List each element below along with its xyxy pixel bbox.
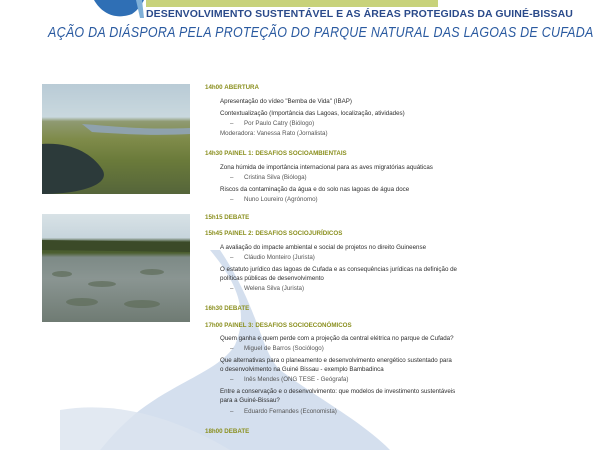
- program-item-cont: para a Guiné-Bissau?: [220, 397, 280, 404]
- program-item: Riscos da contaminação da água e do solo nas lagoas de água doce: [220, 186, 410, 193]
- session-time: 14h30: [205, 150, 223, 157]
- program-item-cont: políticas públicas de desenvolvimento: [220, 275, 324, 282]
- session-heading: ABERTURA: [224, 84, 259, 91]
- program-item: Entre a conservação e o desenvolvimento: que modelos de investimento sustentáveis: [220, 388, 456, 395]
- session-time: 16h30: [205, 305, 223, 312]
- speaker: – Nuno Loureiro (Agrónomo): [230, 196, 318, 203]
- program-item: O estatuto jurídico das lagoas de Cufada e as consequências jurídicas na definição de: [220, 266, 457, 273]
- lagoon-shore-photo: [42, 214, 190, 322]
- session-heading: DEBATE: [224, 428, 250, 435]
- session-time: 15h15: [205, 214, 223, 221]
- program-item: A avaliação do impacte ambiental e social de projetos no direito Guineense: [220, 244, 427, 251]
- program-item: Zona húmida de importância internacional para as aves migratórias aquáticas: [220, 164, 433, 171]
- speaker: – Por Paulo Catry (Biólogo): [230, 120, 315, 127]
- speaker: – Inês Mendes (ONG TESE - Geógrafa): [230, 376, 349, 383]
- session-opening: [205, 84, 259, 91]
- event-title: AÇÃO DA DIÁSPORA PELA PROTEÇÃO DO PARQUE NATURAL DAS LAGOAS DE CUFADA: [48, 25, 594, 41]
- program-item: Quem ganha e quem perde com a projeção da central elétrica no parque de Cufada?: [220, 335, 454, 342]
- session-debate-1: [205, 214, 249, 221]
- program-item: Apresentação do vídeo "Bemba de Vida" (IBAP): [220, 98, 352, 105]
- session-heading: DEBATE: [224, 305, 250, 312]
- program-item-cont: o desenvolvimento na Guiné Bissau - exemplo Bambadinca: [220, 366, 384, 373]
- session-time: 18h00: [205, 428, 223, 435]
- session-time: 17h00: [205, 322, 223, 329]
- session-heading: PAINEL 1: DESAFIOS SOCIOAMBIENTAIS: [224, 150, 347, 157]
- event-subtitle: DESENVOLVIMENTO SUSTENTÁVEL E AS ÁREAS PROTEGIDAS DA GUINÉ-BISSAU: [146, 8, 573, 20]
- speaker: – Miguel de Barros (Sociólogo): [230, 345, 324, 352]
- session-heading: DEBATE: [224, 214, 250, 221]
- speaker: – Cláudio Monteiro (Jurista): [230, 254, 315, 261]
- session-heading: PAINEL 3: DESAFIOS SOCIOECONÓMICOS: [224, 322, 352, 329]
- session-time: 15h45: [205, 230, 223, 237]
- lagoon-aerial-illustration: [42, 84, 190, 194]
- session-panel-3: [205, 322, 352, 329]
- speaker: – Welena Silva (Jurista): [230, 285, 305, 292]
- moderator: Moderadora: Vanessa Rato (Jornalista): [220, 130, 328, 137]
- lagoon-water-illustration: [42, 214, 190, 322]
- session-debate-2: [205, 305, 249, 312]
- session-time: 14h00: [205, 84, 223, 91]
- session-panel-2: [205, 230, 342, 237]
- session-heading: PAINEL 2: DESAFIOS SOCIOJURÍDICOS: [224, 230, 343, 237]
- program-item: Contextualização (Importância das Lagoas, localização, atividades): [220, 110, 405, 117]
- heron-wing-graphic: [92, 0, 152, 22]
- speaker: – Eduardo Fernandes (Economista): [230, 408, 337, 415]
- session-debate-3: [205, 428, 249, 435]
- speaker: – Cristina Silva (Bióloga): [230, 174, 307, 181]
- header-banner: [146, 0, 438, 7]
- program-item: Que alternativas para o planeamento e desenvolvimento energético sustentado para: [220, 357, 452, 364]
- session-panel-1: [205, 150, 347, 157]
- lagoon-aerial-photo: [42, 84, 190, 194]
